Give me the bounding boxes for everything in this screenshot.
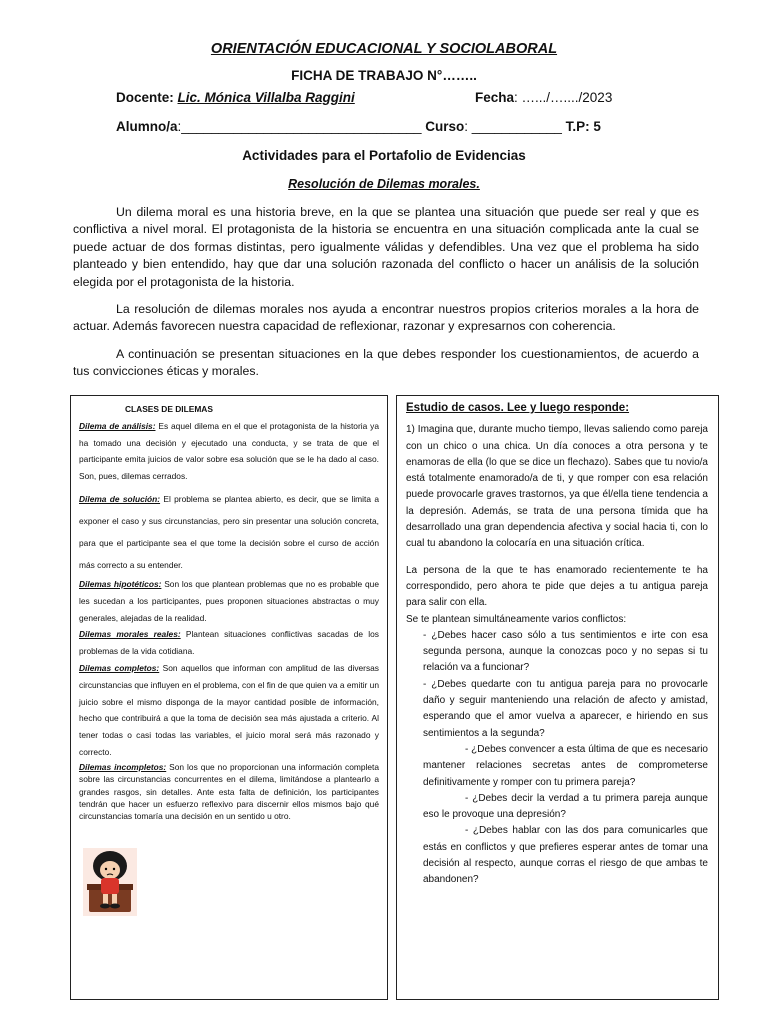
case-study-box — [396, 395, 719, 1000]
activities-title: Actividades para el Portafolio de Evidencias — [242, 148, 526, 163]
date-value: : ….../…..../2023 — [514, 90, 613, 105]
course-value: : ____________ — [464, 119, 562, 134]
worksheet-number: FICHA DE TRABAJO N°…….. — [291, 68, 477, 83]
mafalda-illustration — [83, 848, 137, 916]
teacher-name: Lic. Mónica Villalba Raggini — [177, 90, 355, 105]
dilemma-item: Dilema de análisis: Es aquel dilema en el que el protagonista de la historia ya ha tomado una decisión y ejecutado una conducta, y se trata de que el participante emita juicios de valor sobre esa solución que se le ha dado al caso. Son, pues, dilemas cerrados. — [79, 420, 379, 482]
teacher-line — [116, 90, 355, 105]
case-question: - ¿Debes decir la verdad a tu primera pareja aunque eso le provoque una depresión? — [423, 792, 708, 821]
case-question: - ¿Debes convencer a esta última de que es necesario mantener relaciones secretas antes de comprometerse definitivamente y romper con tu primera pareja? — [423, 743, 708, 788]
student-label: Alumno/a — [116, 119, 178, 134]
case-question: - ¿Debes quedarte con tu antigua pareja para no provocarle daño y seguir manteniendo una relación de afecto y amistad, esperando que el amor vuelva a aparecer, e hiriendo en sus sentimientos a la segunda? — [423, 678, 708, 739]
dilemma-item: Dilemas morales reales: Plantean situaciones conflictivas sacadas de los problemas de la vida cotidiana. — [79, 629, 379, 657]
case-question: - ¿Debes hacer caso sólo a tus sentimientos e irte con esa segunda persona, aunque la conozcas poco y no sepas si tu relación va a funcionar? — [423, 629, 708, 674]
dilemma-item: Dilemas completos: Son aquellos que informan con amplitud de las diversas circunstancias que influyen en el problema, con el fin de que quien va a emitir un juicio sobre el mismo disponga de la mayor cantidad posible de información, hecho que contribuirá a que la toma de decisión sea más ajustada a criterio. Al tener todas o casi todas las variables, el juicio moral será más razonado y correcto. — [79, 662, 379, 757]
intro-paragraph-2: La resolución de dilemas morales nos ayuda a encontrar nuestros propios criterios morales a la hora de actuar. Además favorecen nuestra capacidad de reflexionar, razonar y expresarnos con coherencia. — [73, 302, 699, 334]
case-intro: 1) Imagina que, durante mucho tiempo, llevas saliendo como pareja con un chico o una chica. Un día conoces a otra persona y te enamoras de ella (lo que se dice un flechazo). Sabes que tu novio/a está totalmente enamorado/a de ti, y que romper con esa relación puede provocarle graves trastornos, ya que él/ella tiene tendencia a la depresión. Además, se trata de una persona tímida que ha desarrollado una gran dependencia afectiva y social hacia ti, con lo cual tu abandono la colocaría en una situación crítica. — [406, 424, 708, 550]
dilemma-item: Dilemas incompletos: Son los que no proporcionan una información completa sobre las circunstancias concurrentes en el dilema, limitándose a plantearlo a grandes rasgos, sin detalles. Ante esta falta de definición, los participantes tendrán que hacer un esfuerzo reflexivo para discernir ellos mismos bajo qué circunstancias tomaría una decisión en un sentido u otro. — [79, 761, 379, 822]
case-conflicts-lead: Se te plantean simultáneamente varios conflictos: — [406, 613, 627, 625]
dilemma-types-title: CLASES DE DILEMAS — [125, 404, 213, 414]
case-paragraph: La persona de la que te has enamorado recientemente te ha correspondido, pero ahora te pide que dejes a tu antigua pareja para salir con ella. — [406, 564, 708, 609]
section-title: Resolución de Dilemas morales. — [288, 177, 480, 191]
teacher-label: Docente: — [116, 90, 178, 105]
tp-label: T.P: 5 — [561, 119, 601, 134]
case-question: - ¿Debes hablar con las dos para comunicarles que estás en conflictos y que prefieres esperar antes de tomar una decisión al respecto, aunque corras el riesgo de que ambas te abandonen? — [423, 825, 708, 886]
intro-paragraph-3: A continuación se presentan situaciones en la que debes responder los cuestionamientos, de acuerdo a tus convicciones éticas y morales. — [73, 347, 699, 379]
dilemma-item: Dilemas hipotéticos: Son los que plantean problemas que no es probable que les sucedan a los participantes, pues proponen situaciones abstractas o muy generales, alejadas de la realidad. — [79, 578, 379, 623]
date-label: Fecha — [475, 90, 515, 105]
document-title: ORIENTACIÓN EDUCACIONAL Y SOCIOLABORAL — [210, 41, 558, 57]
student-line — [116, 119, 601, 134]
case-study-title: Estudio de casos. Lee y luego responde: — [406, 402, 630, 414]
dilemma-types-box — [70, 395, 388, 1000]
intro-paragraph-1: Un dilema moral es una historia breve, en la que se plantea una situación que puede ser real y que es conflictiva a nivel moral. El protagonista de la historia se encuentra en una situación complicada ante la cual se puede actuar de dos formas distintas, pero igualmente válidas y defendibles. Una vez que el problema ha sido planteado y bien entendido, hay que dar una solución razonada del conflicto o hacer un análisis de la solución elegida por el protagonista de la historia. — [73, 205, 699, 289]
course-label: Curso — [421, 119, 465, 134]
dilemma-item: Dilema de solución: El problema se plantea abierto, es decir, que se limita a exponer el caso y sus circunstancias, pero sin presentar una solución concreta, para que el participante sea el que tome la decisión sobre el curso de acción más correcto a su entender. — [79, 493, 379, 570]
date-line — [475, 90, 612, 105]
student-value: :________________________________ — [177, 119, 422, 134]
